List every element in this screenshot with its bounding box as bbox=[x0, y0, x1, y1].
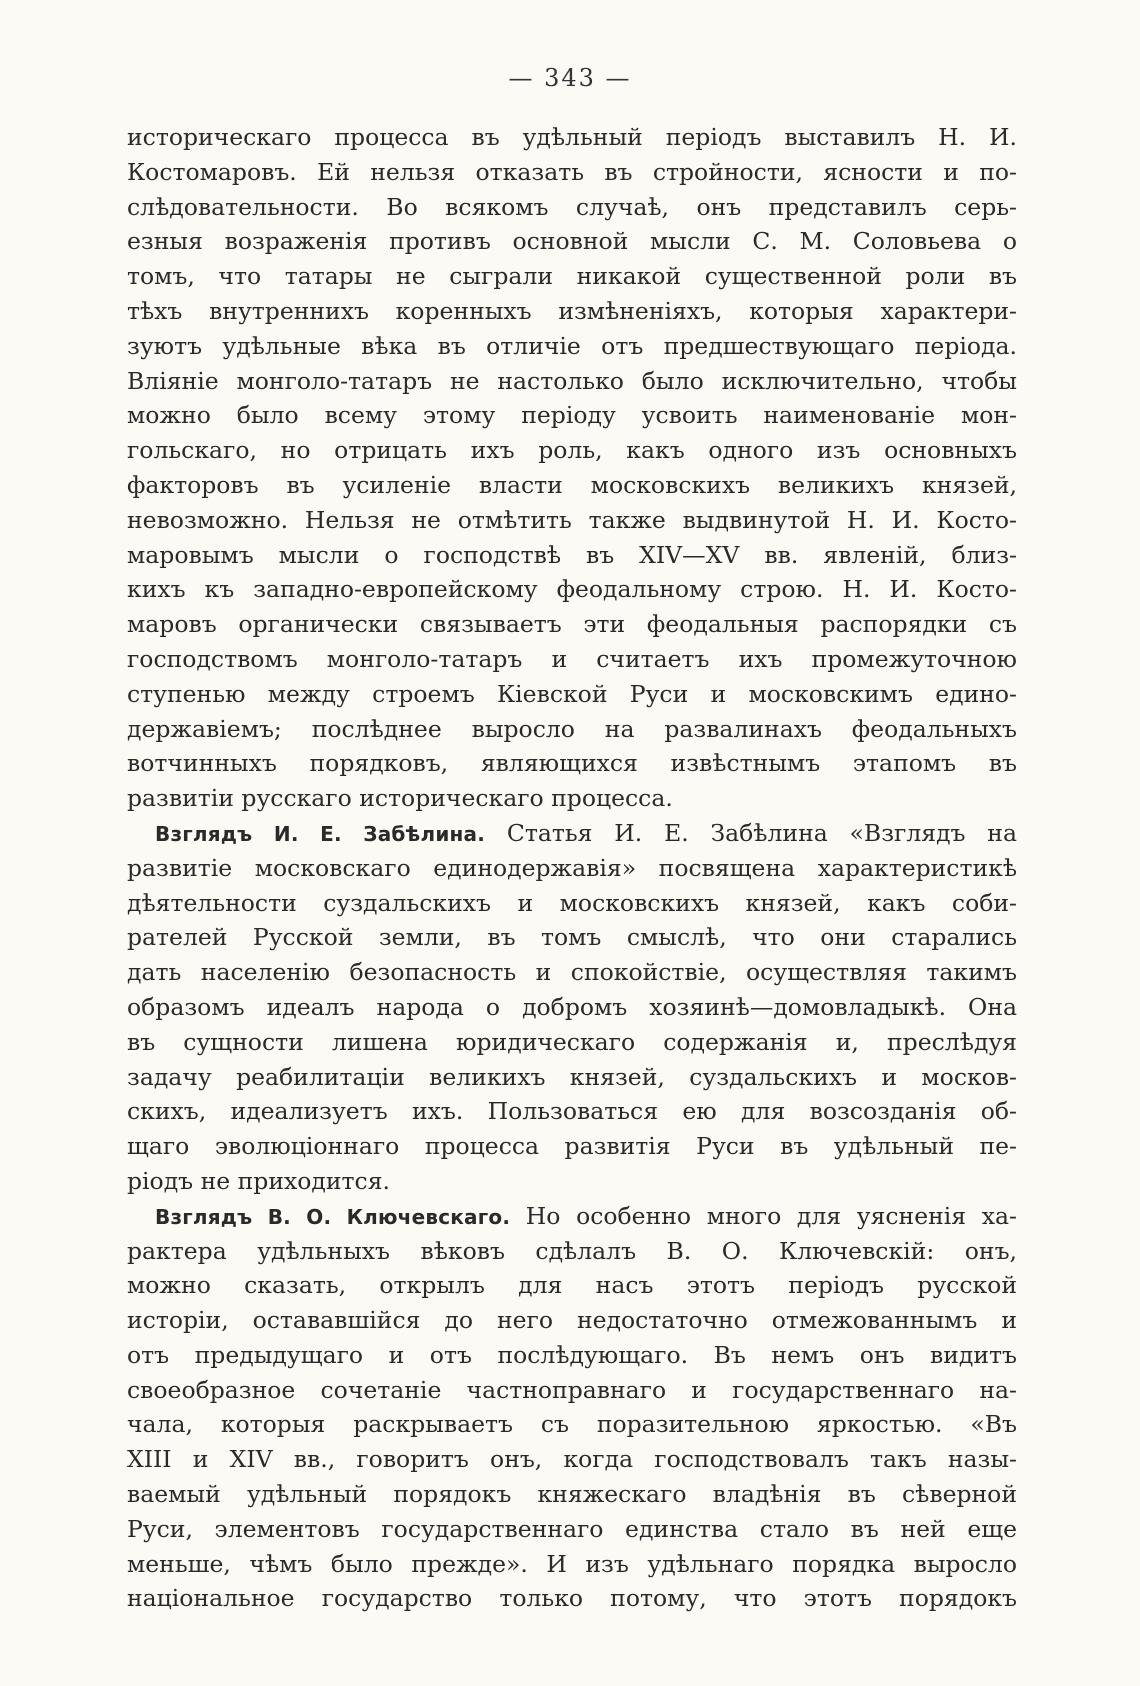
text-line: тѣхъ внутреннихъ коренныхъ измѣненіяхъ, которыя характери- bbox=[127, 296, 1017, 325]
body-text bbox=[127, 120, 1017, 1616]
paragraph-first-line bbox=[127, 1199, 1017, 1234]
text-line: историческаго процесса въ удѣльный періодъ выставилъ Н. И. bbox=[127, 123, 1017, 151]
text-line: ступенью между строемъ Кіевской Руси и московскимъ едино- bbox=[127, 679, 1017, 708]
text-line: кихъ къ западно-европейскому феодальному строю. Н. И. Косто- bbox=[127, 575, 1017, 604]
text-line: ріодъ не приходится. bbox=[127, 1166, 390, 1195]
text-run: Статья И. Е. Забѣлина «Взглядъ на bbox=[506, 818, 1017, 847]
text-line: развитіи русскаго историческаго процесса. bbox=[127, 784, 673, 813]
text-line: національное государство только потому, что этотъ порядокъ bbox=[127, 1584, 1017, 1613]
text-line: рактера удѣльныхъ вѣковъ сдѣлалъ В. О. Ключевскій: онъ, bbox=[127, 1236, 1017, 1265]
text-line: ваемый удѣльный порядокъ княжескаго владѣнія въ сѣверной bbox=[127, 1480, 1017, 1509]
text-line: меньше, чѣмъ было прежде». И изъ удѣльнаго порядка выросло bbox=[127, 1549, 1017, 1578]
text-line: маровъ органически связываетъ эти феодальныя распорядки съ bbox=[127, 610, 1017, 639]
text-line: зуютъ удѣльные вѣка въ отличіе отъ предшествующаго періода. bbox=[127, 331, 1017, 360]
text-line: державіемъ; послѣднее выросло на развалинахъ феодальныхъ bbox=[127, 714, 1017, 743]
text-line: гольскаго, но отрицать ихъ роль, какъ одного изъ основныхъ bbox=[127, 436, 1017, 465]
text-line: рателей Русской земли, въ томъ смыслѣ, что они старались bbox=[127, 923, 1017, 952]
text-line: томъ, что татары не сыграли никакой существенной роли въ bbox=[127, 262, 1017, 291]
text-line: невозможно. Нельзя не отмѣтить также выдвинутой Н. И. Косто- bbox=[127, 505, 1017, 534]
text-line: развитіе московскаго единодержавія» посвящена характеристикѣ bbox=[127, 853, 1017, 882]
text-line: дать населенію безопасность и спокойствіе, осуществляя такимъ bbox=[127, 958, 1017, 987]
text-line: въ сущности лишена юридическаго содержанія и, преслѣдуя bbox=[127, 1027, 1017, 1056]
text-run: Но особенно много для уясненія ха- bbox=[525, 1201, 1017, 1230]
page-number: — 343 — bbox=[508, 64, 632, 92]
text-line: дѣятельности суздальскихъ и московскихъ князей, какъ соби- bbox=[127, 888, 1017, 917]
text-line: Костомаровъ. Ей нельзя отказать въ стройности, ясности и по- bbox=[127, 157, 1017, 186]
text-line: исторіи, остававшійся до него недостаточно отмежованнымъ и bbox=[127, 1306, 1017, 1335]
text-line: господствомъ монголо-татаръ и считаетъ ихъ промежуточною bbox=[127, 644, 1017, 673]
text-line: своеобразное сочетаніе частноправнаго и государственнаго на- bbox=[127, 1375, 1017, 1404]
text-line: отъ предыдущаго и отъ послѣдующаго. Въ немъ онъ видитъ bbox=[127, 1340, 1017, 1369]
text-line: образомъ идеалъ народа о добромъ хозяинѣ—домовладыкѣ. Она bbox=[127, 992, 1017, 1021]
text-line: факторовъ въ усиленіе власти московскихъ великихъ князей, bbox=[127, 470, 1017, 499]
text-line: Руси, элементовъ государственнаго единства стало въ ней еще bbox=[127, 1514, 1017, 1543]
text-line: XIII и XIV вв., говоритъ онъ, когда господствовалъ такъ назы- bbox=[127, 1445, 1017, 1474]
text-line: Вліяніе монголо-татаръ не настолько было исключительно, чтобы bbox=[127, 366, 1017, 395]
text-line: можно сказать, открылъ для насъ этотъ періодъ русской bbox=[127, 1271, 1017, 1300]
section-heading: Взглядъ В. О. Ключевскаго. bbox=[155, 1204, 511, 1229]
text-line: скихъ, идеализуетъ ихъ. Пользоваться ею для возсозданія об- bbox=[127, 1097, 1017, 1126]
text-line: слѣдовательности. Во всякомъ случаѣ, онъ представилъ серь- bbox=[127, 192, 1017, 221]
text-line: задачу реабилитаціи великихъ князей, суздальскихъ и москов- bbox=[127, 1062, 1017, 1091]
text-line: маровымъ мысли о господствѣ въ XIV—XV вв. явленій, близ- bbox=[127, 540, 1017, 569]
section-heading: Взглядъ И. Е. Забѣлина. bbox=[155, 821, 486, 846]
text-line: вотчинныхъ порядковъ, являющихся извѣстнымъ этапомъ въ bbox=[127, 749, 1017, 778]
paragraph-first-line bbox=[127, 816, 1017, 851]
text-line: езныя возраженія противъ основной мысли С. М. Соловьева о bbox=[127, 227, 1017, 256]
text-line: можно было всему этому періоду усвоить наименованіе мон- bbox=[127, 401, 1017, 430]
text-line: чала, которыя раскрываетъ съ поразительною яркостью. «Въ bbox=[127, 1410, 1017, 1439]
text-line: щаго эволюціоннаго процесса развитія Руси въ удѣльный пе- bbox=[127, 1132, 1017, 1161]
